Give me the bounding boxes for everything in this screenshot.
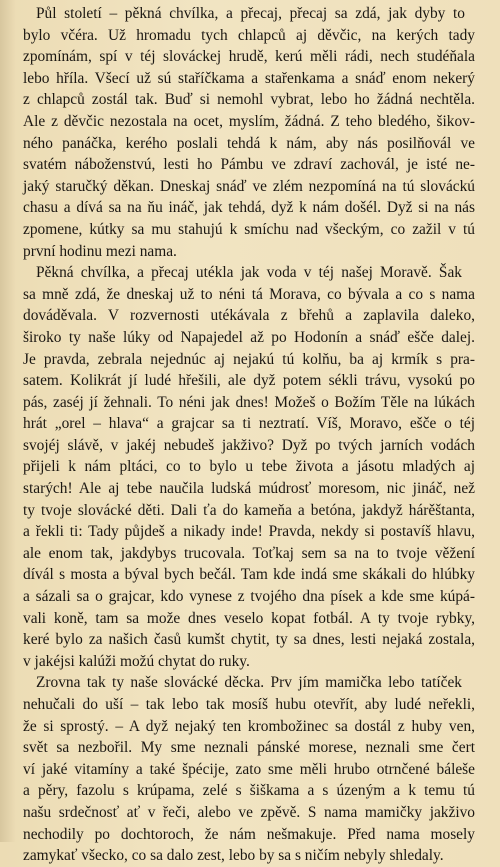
text-line: ale enom tak, jakdybys trucovala. Toťkaj sem sa na to tvoje věžení	[23, 544, 475, 562]
text-line: Je pravda, zebrala nejednúc aj nejakú tú kolňu, ba aj krmík s pra-	[23, 350, 475, 368]
text-line: keré bylo za našich časů kumšt chytit, ty sa dnes, lesti nejaká zostala,	[23, 631, 475, 649]
text-line: první hodinu mezi nama.	[23, 242, 177, 260]
text-line: pás, zaséj jí žehnali. To néni jak dnes! Možeš o Božím Těle na lúkách	[23, 393, 475, 411]
paragraph	[0, 672, 500, 866]
text-line: lebo hříla. Všecí už sú staříčkama a stařenkama a snáď enom nekerý	[23, 69, 475, 87]
text-line: satem. Kolikrát jí ludé hřešili, ale dyž potem sékli trávu, vysokú po	[23, 372, 475, 390]
text-line: zamykať všecko, co sa dalo zest, lebo by sa s ničím nebyly shledaly.	[23, 847, 444, 865]
text-line: sa mně zdá, že dneskaj už to néni tá Morava, co bývala a co s nama	[23, 285, 475, 303]
text-line: dívál s mosta a býval bych bečál. Tam kde indá sme skákali do hlúbky	[23, 566, 475, 584]
text-line: svatém náboženstvú, lesti ho Pámbu ve zdraví zachovál, je isté ne-	[23, 156, 475, 174]
text-line: a pěry, fazolu s krúpama, zelé s šiškama a s úzeným a k temu tú	[23, 782, 475, 800]
text-line: z chlapců zostál tak. Buď si nemohl vybrat, lebo ho žádná nechtěla.	[23, 91, 475, 109]
text-line: Ale z děvčic nezostala na ocet, myslím, žádná. Z teho bledého, šikov-	[23, 112, 475, 130]
text-line: nechodily po dochtoroch, že nám nešmakuje. Před nama mosely	[23, 825, 475, 843]
text-line: svět sa nezbořil. My sme neznali pánské morese, neznali sme čert	[23, 739, 475, 757]
text-line: bylo včéra. Už hromadu tych chlapců aj děvčic, na kerých tady	[23, 26, 475, 44]
text-line: ty tvoje slovácké děti. Dali ťa do kameňa a betóna, jakdyž hárěštanta,	[23, 501, 475, 519]
text-line: přijeli k nám pltáci, co to bylo u tebe života a jásotu mladých aj	[23, 458, 475, 476]
text-line: široko ty naše lúky od Napajedel až po Hodonín a snáď ešče dalej.	[23, 328, 475, 346]
paragraph	[0, 3, 500, 262]
text-line: že si sprostý. – A dyž nejaký ten krombožinec sa dostál z huby ven,	[23, 717, 475, 735]
paragraph	[0, 262, 500, 672]
text-line: zpomínám, spí v téj slováckej hrudě, kerú měli rádi, nech studéňala	[23, 48, 475, 66]
text-line: a sázali sa o grajcar, kdo vynese z tvojého dna písek a kde sme kúpá-	[23, 588, 475, 606]
text-line: vali koně, tam sa može dnes veselo kopat fotbál. A ty tvoje rybky,	[23, 609, 475, 627]
text-line: jaký staručký děkan. Dneskaj snáď ve zlém nezpomíná na tú slováckú	[23, 177, 475, 195]
text-line: Zrovna tak ty naše slovácké děcka. Prv jím mamička lebo tatíček	[36, 674, 462, 692]
text-line: nehučali do uší – tak lebo tak mosíš hubu otevřít, aby ludé neřekli,	[23, 696, 475, 713]
page-text	[0, 3, 500, 867]
text-line: našu srdečnosť ať v řeči, alebo ve zpěvě. S nama mamičky jakživo	[23, 803, 475, 821]
text-line: a řekli ti: Tady půjdeš a nikady inde! Pravda, nekdy si postavíš hlavu,	[23, 523, 475, 541]
text-line: v jakéjsi kalúži možú chytat do ruky.	[23, 652, 250, 670]
text-line: dováděvala. V rozvernosti utékávala z břehů a zaplavila daleko,	[23, 307, 475, 325]
text-line: Půl století – pěkná chvílka, a přecaj, přecaj sa zdá, jak dyby to	[36, 5, 465, 22]
text-line: starých! Ale aj tebe naučila ludská múdrosť moresom, nic jináč, než	[23, 480, 475, 498]
text-line: ví jaké vitamíny a také špécije, zato sme měli hrubo otrnčené báleše	[23, 760, 475, 778]
text-line: hrát „orel – hlava“ a grajcar sa ti neztratí. Víš, Moravo, ešče o téj	[23, 415, 475, 433]
text-line: Pěkná chvílka, a přecaj utékla jak voda v téj našej Moravě. Šak	[36, 264, 462, 282]
text-line: chasu a dívá sa na ňu ináč, jak tehdá, dyž k nám došél. Dyž si na nás	[23, 199, 475, 217]
text-line: zpomene, kútky sa mu stahujú k smíchu nad všeckým, co zažil v tú	[23, 220, 475, 238]
text-line: svojéj slávě, v jakéj nebudeš jakživo? Dyž po tvých jarních vodách	[23, 436, 475, 454]
text-line: ného panáčka, kerého poslali tehdá k nám, aby nás posilňovál ve	[23, 134, 475, 152]
